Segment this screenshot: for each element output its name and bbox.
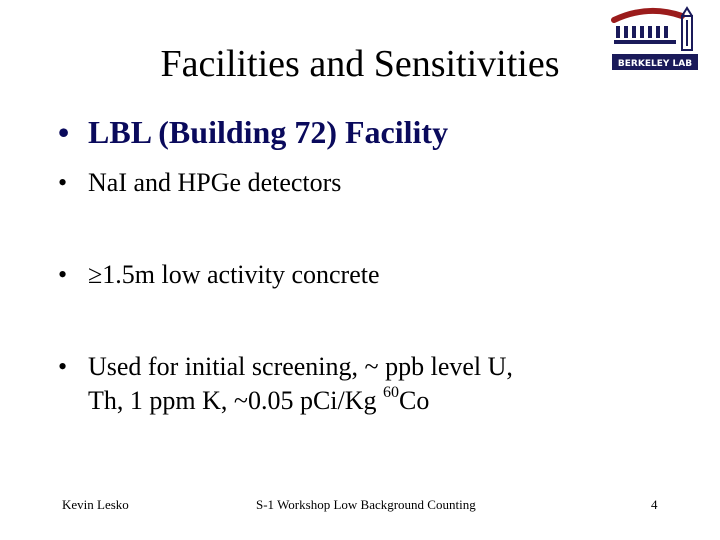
bullet-item xyxy=(58,258,380,292)
bullet-marker: • xyxy=(58,168,68,197)
bullet-text-continued: Th, 1 ppm K, ~0.05 pCi/Kg $^{60}$Co xyxy=(88,384,430,415)
isotope-mass-number: 60 xyxy=(383,384,400,401)
footer-author: Kevin Lesko xyxy=(62,497,129,512)
bullet-text: ≥1.5m low activity concrete xyxy=(88,260,380,289)
footer-event: S-1 Workshop Low Background Counting xyxy=(256,497,476,512)
berkeley-lab-logo xyxy=(608,6,714,80)
bullet-text: Used for initial screening, ~ ppb level U, xyxy=(88,352,513,381)
bullet-item xyxy=(58,166,341,200)
bullet-item xyxy=(58,350,513,418)
main-bullet xyxy=(58,112,448,152)
bullet-marker: • xyxy=(58,260,68,289)
bullet-text: NaI and HPGe detectors xyxy=(88,168,342,197)
slide-title: Facilities and Sensitivities xyxy=(160,43,560,85)
bullet-marker: • xyxy=(58,114,70,150)
footer-page-number: 4 xyxy=(651,497,658,512)
logo-text: BERKELEY LAB xyxy=(617,59,693,69)
main-bullet-text: LBL (Building 72) Facility xyxy=(88,114,449,150)
bullet-marker: • xyxy=(58,352,68,381)
